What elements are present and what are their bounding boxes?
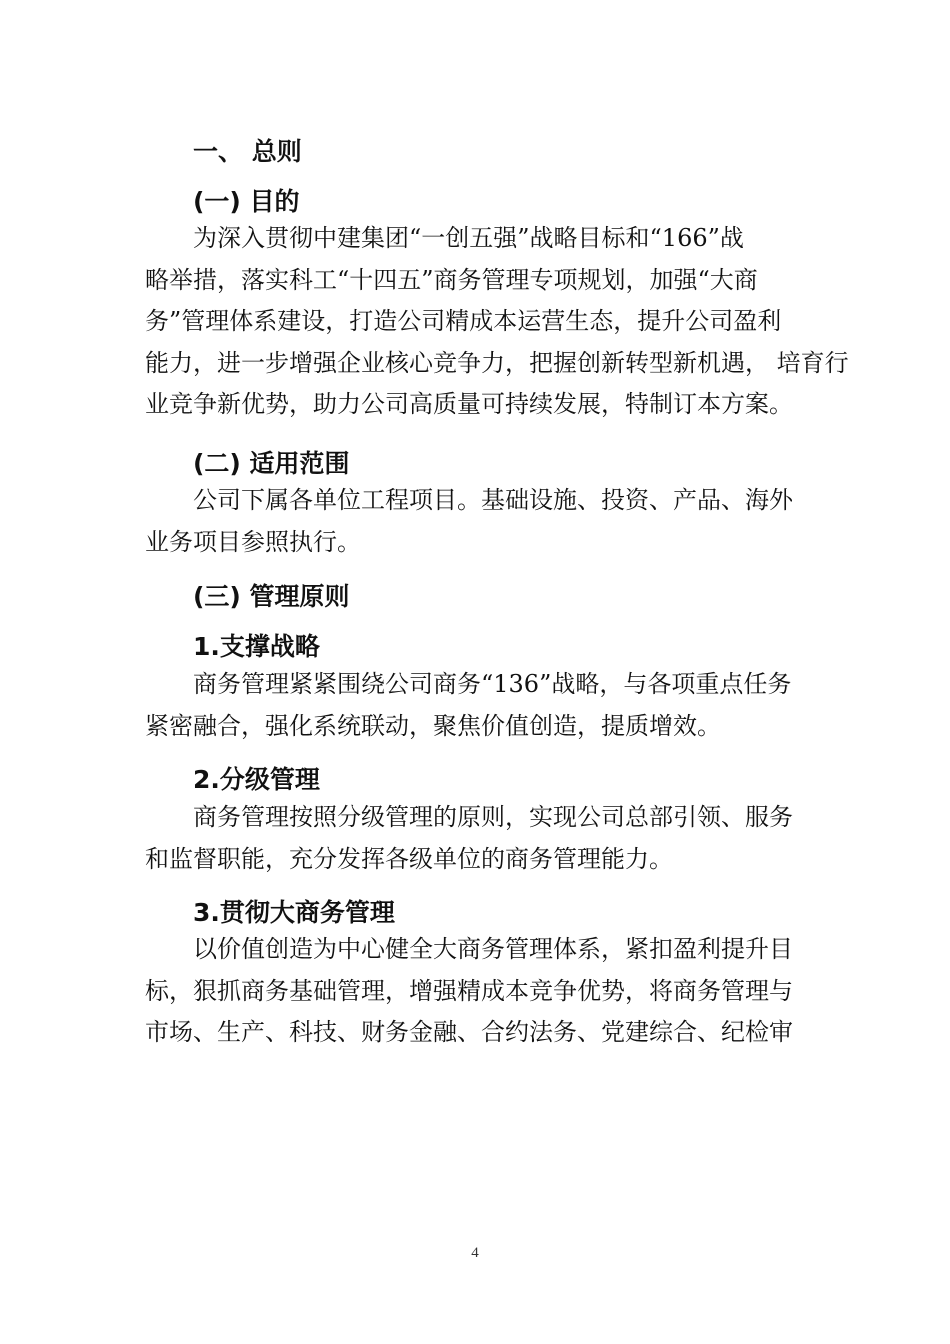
paragraph-scope	[145, 480, 835, 563]
item-heading-support-strategy: 1.支撑战略	[193, 632, 320, 661]
text-line: 和监督职能，充分发挥各级单位的商务管理能力。	[145, 844, 673, 873]
text-line: 略举措，落实科工“十四五”商务管理专项规划，加强“大商	[145, 265, 758, 294]
text-line: 市场、生产、科技、财务金融、合约法务、党建综合、纪检审	[145, 1018, 793, 1046]
section-heading-general: 一、 总则	[193, 137, 302, 166]
text-line: 能力，进一步增强企业核心竞争力，把握创新转型新机遇， 培育行	[145, 348, 849, 377]
text-line: 商务管理紧紧围绕公司商务“136”战略，与各项重点任务	[193, 670, 792, 698]
subsection-heading-purpose: (一) 目的	[193, 187, 300, 216]
text-line: 业务项目参照执行。	[145, 527, 361, 556]
paragraph-big-commerce	[145, 929, 835, 1054]
subsection-heading-principles: (三) 管理原则	[193, 582, 350, 611]
page-number: 4	[471, 1245, 479, 1261]
subsection-heading-scope: (二) 适用范围	[193, 449, 350, 478]
text-line: 业竞争新优势，助力公司高质量可持续发展，特制订本方案。	[145, 390, 793, 418]
text-line: 紧密融合，强化系统联动，聚焦价值创造，提质增效。	[145, 711, 721, 740]
paragraph-purpose	[145, 218, 849, 426]
text-line: 以价值创造为中心健全大商务管理体系，紧扣盈利提升目	[193, 935, 793, 963]
paragraph-support-strategy	[145, 664, 835, 747]
text-line: 公司下属各单位工程项目。基础设施、投资、产品、海外	[193, 486, 793, 514]
text-line: 务”管理体系建设，打造公司精成本运营生态，提升公司盈利	[145, 307, 782, 335]
item-heading-big-commerce: 3.贯彻大商务管理	[193, 898, 395, 927]
paragraph-tiered-management	[145, 797, 835, 880]
text-line: 标，狠抓商务基础管理，增强精成本竞争优势，将商务管理与	[145, 976, 793, 1005]
item-heading-tiered-management: 2.分级管理	[193, 765, 320, 794]
text-line: 商务管理按照分级管理的原则，实现公司总部引领、服务	[193, 803, 793, 831]
text-line: 为深入贯彻中建集团“一创五强”战略目标和“166”战	[193, 224, 744, 252]
